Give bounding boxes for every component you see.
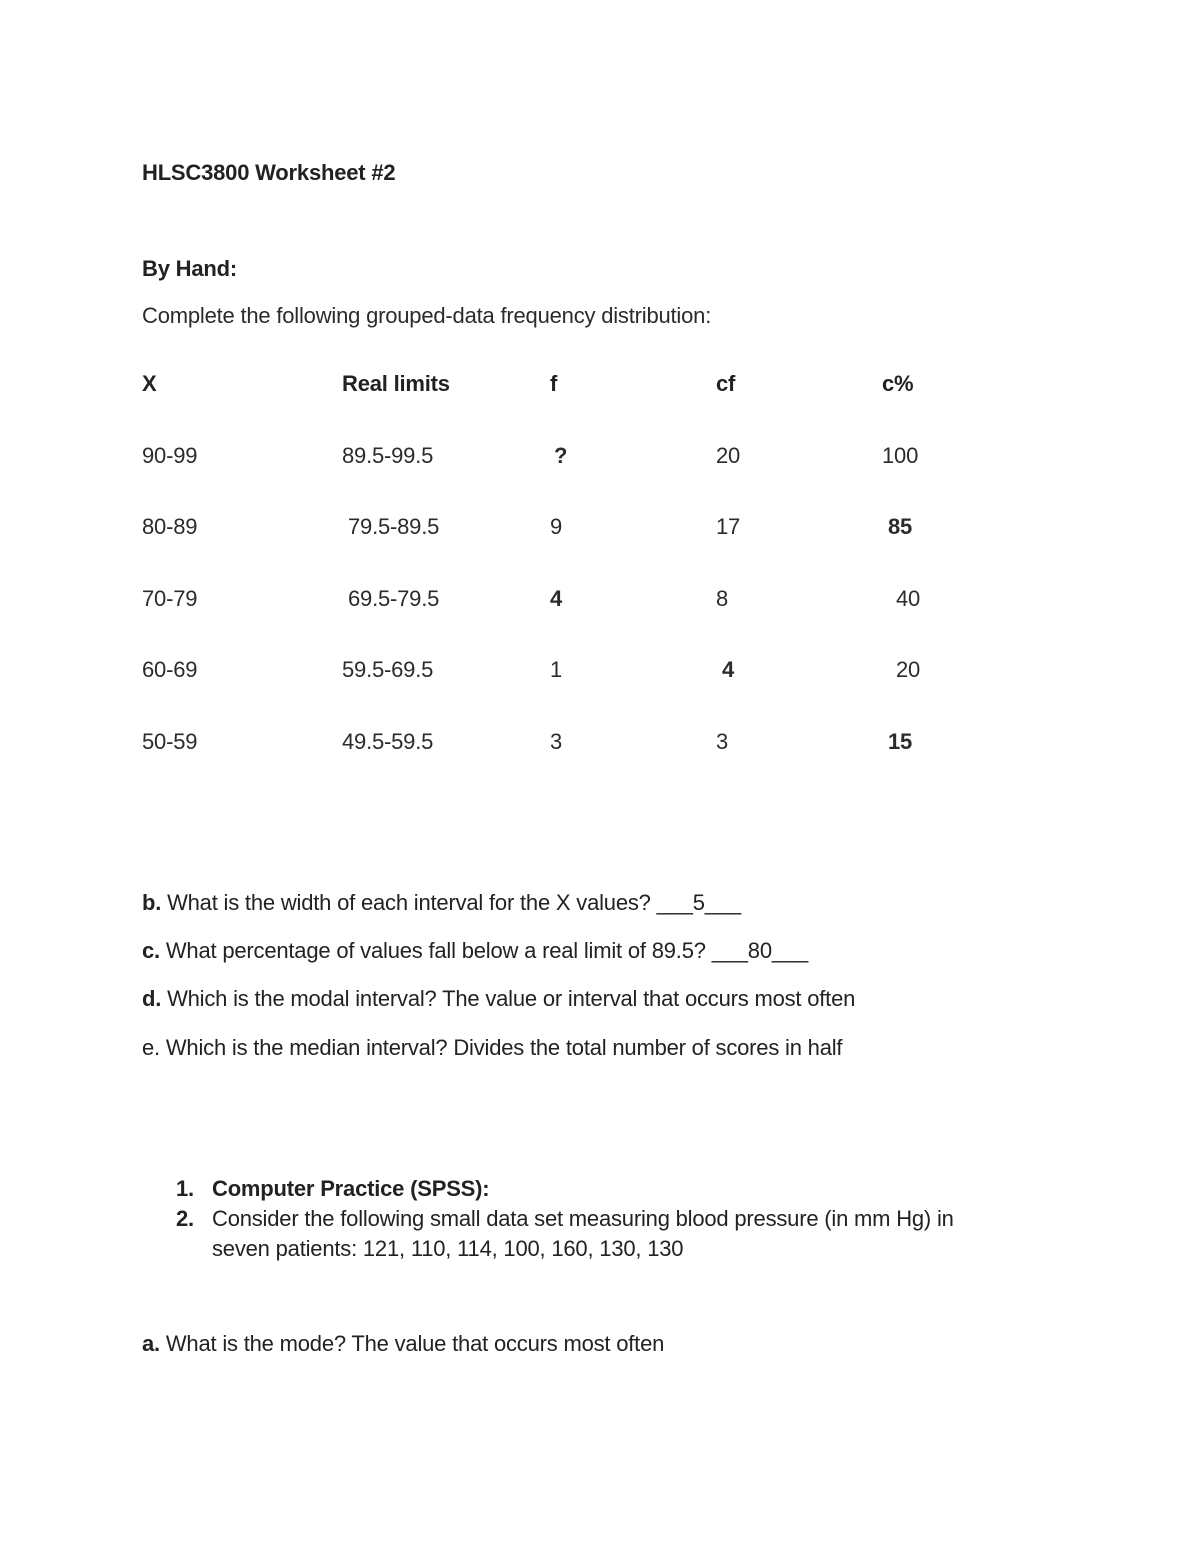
- cell-real-limits: 59.5-69.5: [342, 657, 434, 682]
- cell-f: 3: [550, 729, 563, 754]
- question-letter: d.: [142, 986, 162, 1011]
- question-text: Which is the modal interval? The value or interval that occurs most often: [161, 986, 856, 1011]
- list-item-data-set-line1: Consider the following small data set measuring blood pressure (in mm Hg) in: [212, 1206, 954, 1231]
- list-item-data-set-line2: seven patients: 121, 110, 114, 100, 160, 130, 130: [212, 1236, 684, 1261]
- cell-f: 9: [550, 514, 563, 539]
- question-text: What is the mode? The value that occurs most often: [159, 1331, 665, 1356]
- question-text: What percentage of values fall below a real limit of 89.5? ___80___: [159, 938, 808, 963]
- question-letter: a.: [142, 1331, 160, 1356]
- list-number: 1.: [176, 1176, 194, 1201]
- cell-f: ?: [554, 443, 568, 468]
- question-c: [142, 938, 808, 964]
- cell-c-percent: 85: [888, 514, 913, 539]
- question-text: What is the width of each interval for the X values? ___5___: [161, 890, 741, 915]
- question-b: [142, 890, 741, 916]
- cell-real-limits: 79.5-89.5: [348, 514, 440, 539]
- question-letter: c.: [142, 938, 160, 963]
- cell-x: 60-69: [142, 657, 198, 682]
- page-title: HLSC3800 Worksheet #2: [142, 160, 396, 185]
- section-heading-by-hand: By Hand:: [142, 256, 237, 281]
- question-d: [142, 986, 855, 1012]
- question-letter: e.: [142, 1035, 160, 1060]
- cell-x: 90-99: [142, 443, 198, 468]
- list-number: 2.: [176, 1206, 194, 1231]
- cell-f: 1: [550, 657, 563, 682]
- header-c-percent: c%: [882, 371, 914, 396]
- cell-c-percent: 40: [896, 586, 921, 611]
- cell-cf: 20: [716, 443, 741, 468]
- cell-real-limits: 49.5-59.5: [342, 729, 434, 754]
- question-letter: b.: [142, 890, 162, 915]
- cell-c-percent: 15: [888, 729, 913, 754]
- list-item-computer-practice: Computer Practice (SPSS):: [212, 1176, 490, 1201]
- cell-cf: 17: [716, 514, 741, 539]
- instruction-text: Complete the following grouped-data frequency distribution:: [142, 303, 712, 328]
- cell-x: 70-79: [142, 586, 198, 611]
- header-x: X: [142, 371, 157, 396]
- cell-c-percent: 100: [882, 443, 919, 468]
- header-f: f: [550, 371, 558, 396]
- cell-x: 80-89: [142, 514, 198, 539]
- question-e: [142, 1035, 842, 1061]
- cell-f: 4: [550, 586, 563, 611]
- question-text: Which is the median interval? Divides the total number of scores in half: [159, 1035, 843, 1060]
- cell-x: 50-59: [142, 729, 198, 754]
- cell-real-limits: 89.5-99.5: [342, 443, 434, 468]
- cell-real-limits: 69.5-79.5: [348, 586, 440, 611]
- header-real-limits: Real limits: [342, 371, 450, 396]
- cell-cf: 3: [716, 729, 729, 754]
- header-cf: cf: [716, 371, 736, 396]
- cell-c-percent: 20: [896, 657, 921, 682]
- cell-cf: 8: [716, 586, 729, 611]
- cell-cf: 4: [722, 657, 735, 682]
- question-a: [142, 1331, 664, 1357]
